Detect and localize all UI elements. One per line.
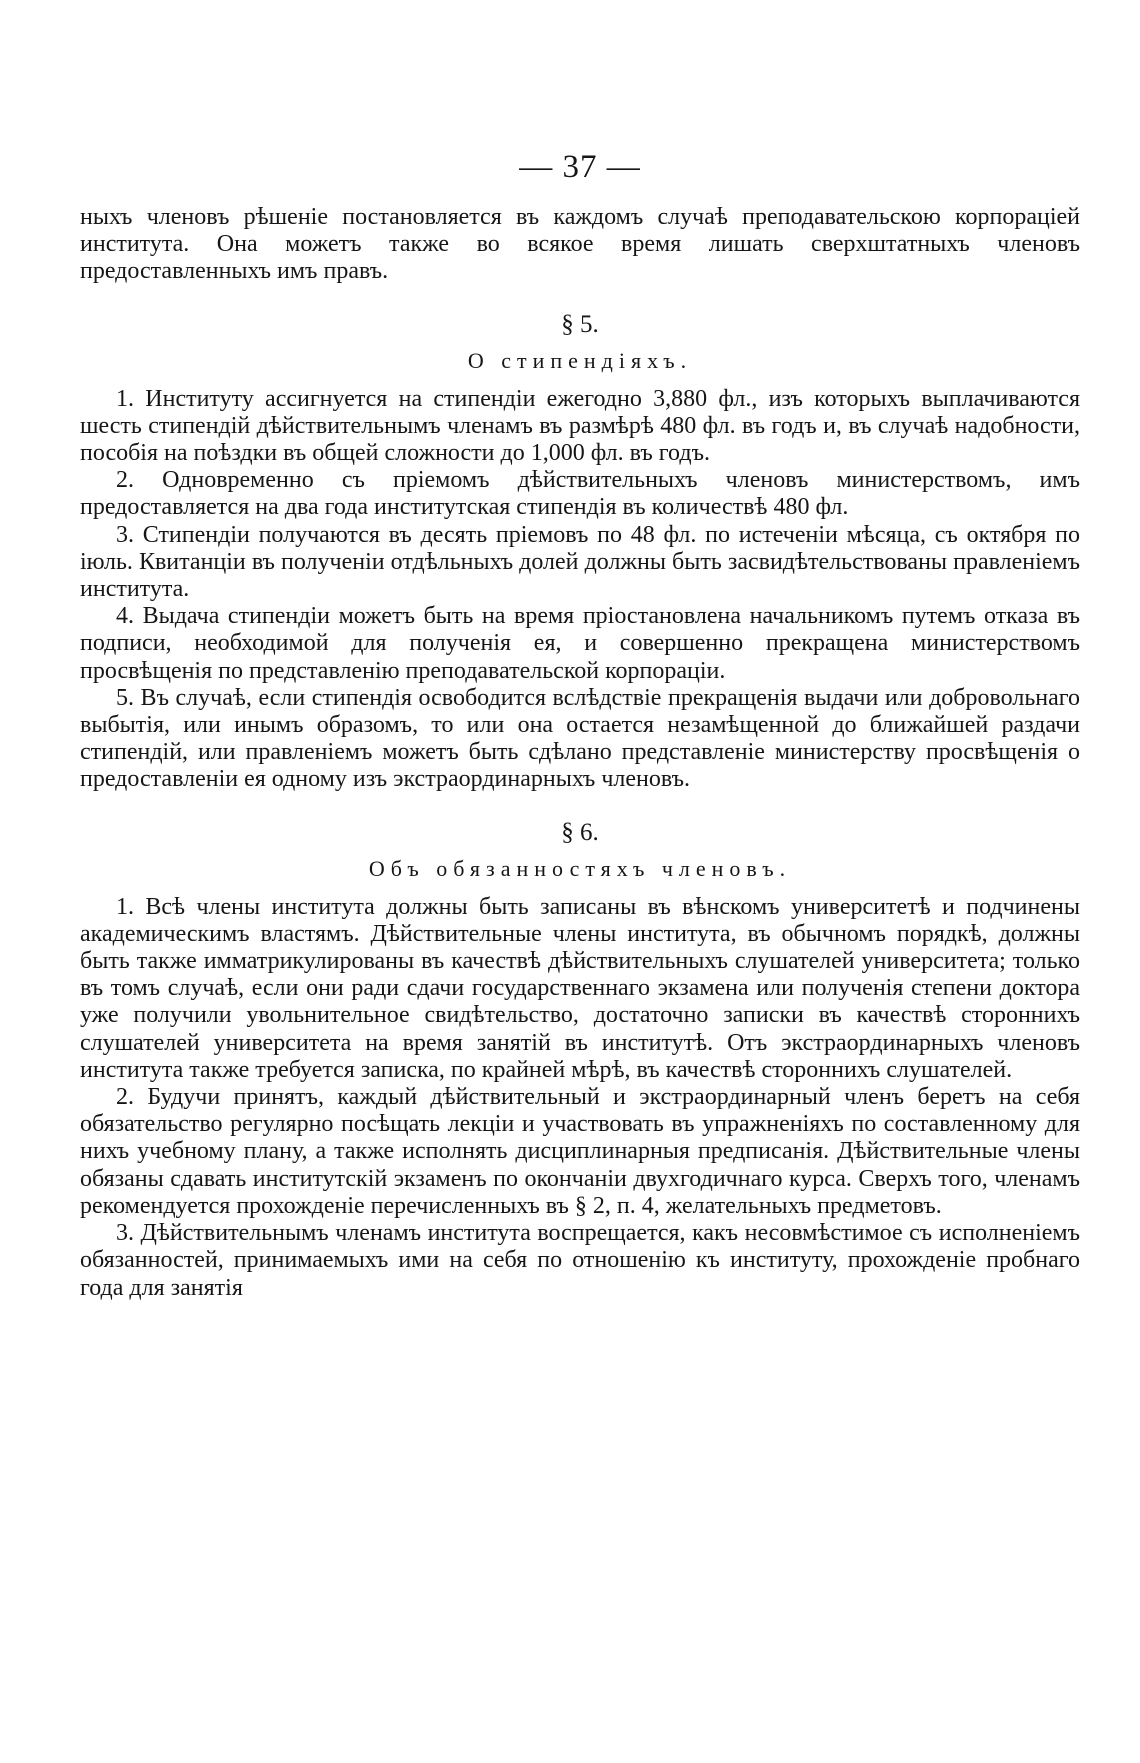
section-title: Объ обязанностяхъ членовъ.	[368, 855, 792, 881]
paragraph-item: 1. Институту ассигнуется на стипендіи ежегодно 3,880 фл., изъ которыхъ выплачиваются шесть стипендій дѣйствительнымъ членамъ въ размѣрѣ 480 фл. въ годъ и, въ случаѣ надобности, пособія на поѣздки въ общей сложности до 1,000 фл. въ годъ.	[80, 385, 1080, 467]
paragraph-item: 2. Одновременно съ пріемомъ дѣйствительныхъ членовъ министерствомъ, имъ предоставляется на два года институтская стипендія въ количествѣ 480 фл.	[80, 467, 1080, 521]
intro-paragraph: ныхъ членовъ рѣшеніе постановляется въ каждомъ случаѣ преподавательскою корпораціей института. Она можетъ также во всякое время лишать сверхштатныхъ членовъ предоставленныхъ имъ правъ.	[80, 204, 1080, 285]
paragraph-item: 5. Въ случаѣ, если стипендія освободится вслѣдствіе прекращенія выдачи или добровольнаго выбытія, или инымъ образомъ, то или она остается незамѣщенной до ближайшей раздачи стипендій, или правленіемъ можетъ быть сдѣлано представленіе министерству просвѣщенія о предоставленіи ея одному изъ экстраординарныхъ членовъ.	[80, 684, 1080, 793]
section-6	[80, 818, 1080, 1302]
paragraph-item: 3. Стипендіи получаются въ десять пріемовъ по 48 фл. по истеченіи мѣсяца, съ октября по іюль. Квитанціи въ полученіи отдѣльныхъ долей должны быть засвидѣтельствованы правленіемъ института.	[80, 521, 1080, 603]
paragraph-item: 1. Всѣ члены института должны быть записаны въ вѣнскомъ университетѣ и подчинены академическимъ властямъ. Дѣйствительные члены института, въ обычномъ порядкѣ, должны быть также имматрикулированы въ качествѣ дѣйствительныхъ слушателей университета; только въ томъ случаѣ, если они ради сдачи государственнаго экзамена или полученія степени доктора уже получили увольнительное свидѣтельство, достаточно записки въ качествѣ стороннихъ слушателей университета на время занятій въ институтѣ. Отъ экстраординарныхъ членовъ института также требуется записка, по крайней мѣрѣ, въ качествѣ стороннихъ слушателей.	[80, 893, 1080, 1083]
paragraph-item: 4. Выдача стипендіи можетъ быть на время пріостановлена начальникомъ путемъ отказа въ подписи, необходимой для полученія ея, и совершенно прекращена министерствомъ просвѣщенія по представленію преподавательской корпораціи.	[80, 603, 1080, 684]
section-5	[80, 310, 1080, 794]
section-title: О стипендіяхъ.	[467, 347, 693, 373]
page-number: — 37 —	[519, 149, 641, 185]
paragraph-item: 2. Будучи принятъ, каждый дѣйствительный и экстраординарный членъ беретъ на себя обязательство регулярно посѣщать лекціи и участвовать въ упражненіяхъ по составленному для нихъ учебному плану, а также исполнять дисциплинарныя предписанія. Дѣйствительные члены обязаны сдавать институтскій экзаменъ по окончаніи двухгодичнаго курса. Сверхъ того, членамъ рекомендуется прохожденіе перечисленныхъ въ § 2, п. 4, желательныхъ предметовъ.	[80, 1084, 1080, 1219]
section-mark: § 6.	[561, 818, 599, 846]
section-mark: § 5.	[561, 310, 599, 338]
document-page	[80, 148, 1080, 1302]
paragraph-item: 3. Дѣйствительнымъ членамъ института воспрещается, какъ несовмѣстимое съ исполненіемъ обязанностей, принимаемыхъ ими на себя по отношенію къ институту, прохожденіе пробнаго года для занятія	[80, 1220, 1080, 1301]
